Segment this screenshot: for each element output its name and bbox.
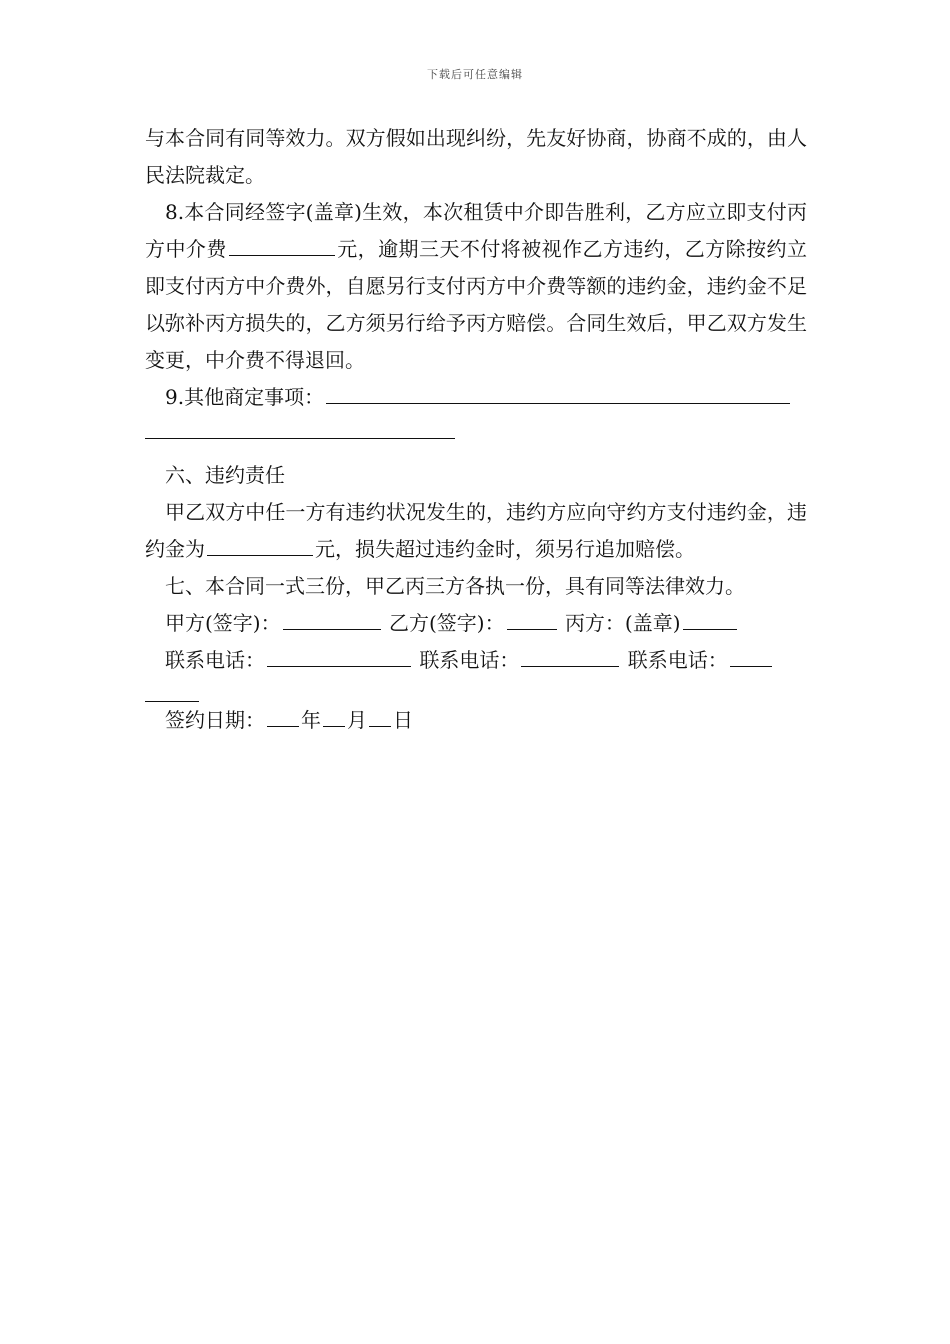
section-7: 七、本合同一式三份，甲乙丙三方各执一份，具有同等法律效力。 — [165, 574, 745, 598]
other-matters-blank-2[interactable] — [145, 416, 455, 439]
phone-label-c: 联系电话： — [627, 648, 728, 672]
signature-row — [145, 605, 807, 642]
section-6-title: 六、违约责任 — [165, 463, 285, 487]
party-a-label: 甲方(签字)： — [165, 611, 281, 635]
phone-c-blank-2[interactable] — [145, 679, 199, 702]
party-b-signature-blank[interactable] — [507, 607, 557, 630]
clause-9-label: 9.其他商定事项： — [165, 385, 325, 409]
day-blank[interactable] — [369, 704, 391, 727]
clause-8-text-2: 元，逾期三天不付将被视作乙方违约，乙方除按约立即支付丙方中介费外，自愿另行支付丙方中介费等额的违约金，违约金不足以弥补丙方损失的，乙方须另行给予丙方赔偿。合同生效后，甲乙双方发生变更，中介费不得退回。 — [145, 237, 808, 372]
clause-9 — [145, 379, 807, 439]
party-b-label: 乙方(签字)： — [388, 611, 505, 635]
year-label: 年 — [301, 708, 321, 732]
phone-label-a: 联系电话： — [165, 648, 265, 672]
phone-b-blank[interactable] — [521, 644, 619, 667]
party-a-signature-blank[interactable] — [283, 607, 381, 630]
section-6-text-1: 甲乙双方中任一方有违约状况发生的，违约方应向守约方支付违约金，违约金为 — [145, 500, 807, 561]
section-6-text-2: 元，损失超过违约金时，须另行追加赔偿。 — [315, 537, 695, 561]
day-label: 日 — [393, 708, 413, 732]
section-6-body — [145, 494, 807, 568]
signing-date — [145, 702, 807, 739]
year-blank[interactable] — [267, 704, 299, 727]
phone-label-b: 联系电话： — [419, 648, 520, 672]
penalty-amount-blank[interactable] — [207, 533, 313, 556]
spacer — [145, 439, 807, 457]
party-c-label: 丙方：(盖章) — [564, 611, 681, 635]
clause-8 — [145, 194, 807, 379]
phone-row — [145, 642, 807, 702]
party-c-seal-blank[interactable] — [683, 607, 737, 630]
contract-body — [145, 120, 807, 739]
other-matters-blank-1[interactable] — [326, 381, 790, 404]
month-label: 月 — [347, 708, 367, 732]
paragraph-effect: 与本合同有同等效力。双方假如出现纠纷，先友好协商，协商不成的，由人民法院裁定。 — [145, 126, 807, 187]
phone-c-blank-1[interactable] — [730, 644, 772, 667]
phone-a-blank[interactable] — [267, 644, 411, 667]
page-header: 下载后可任意编辑 — [427, 68, 523, 81]
clause-8-text-1: 8.本合同经签字(盖章)生效，本次租赁中介即告胜利，乙方应立即支付丙方中介费 — [145, 200, 807, 261]
month-blank[interactable] — [323, 704, 345, 727]
agency-fee-blank[interactable] — [229, 233, 335, 256]
date-label: 签约日期： — [165, 708, 265, 732]
